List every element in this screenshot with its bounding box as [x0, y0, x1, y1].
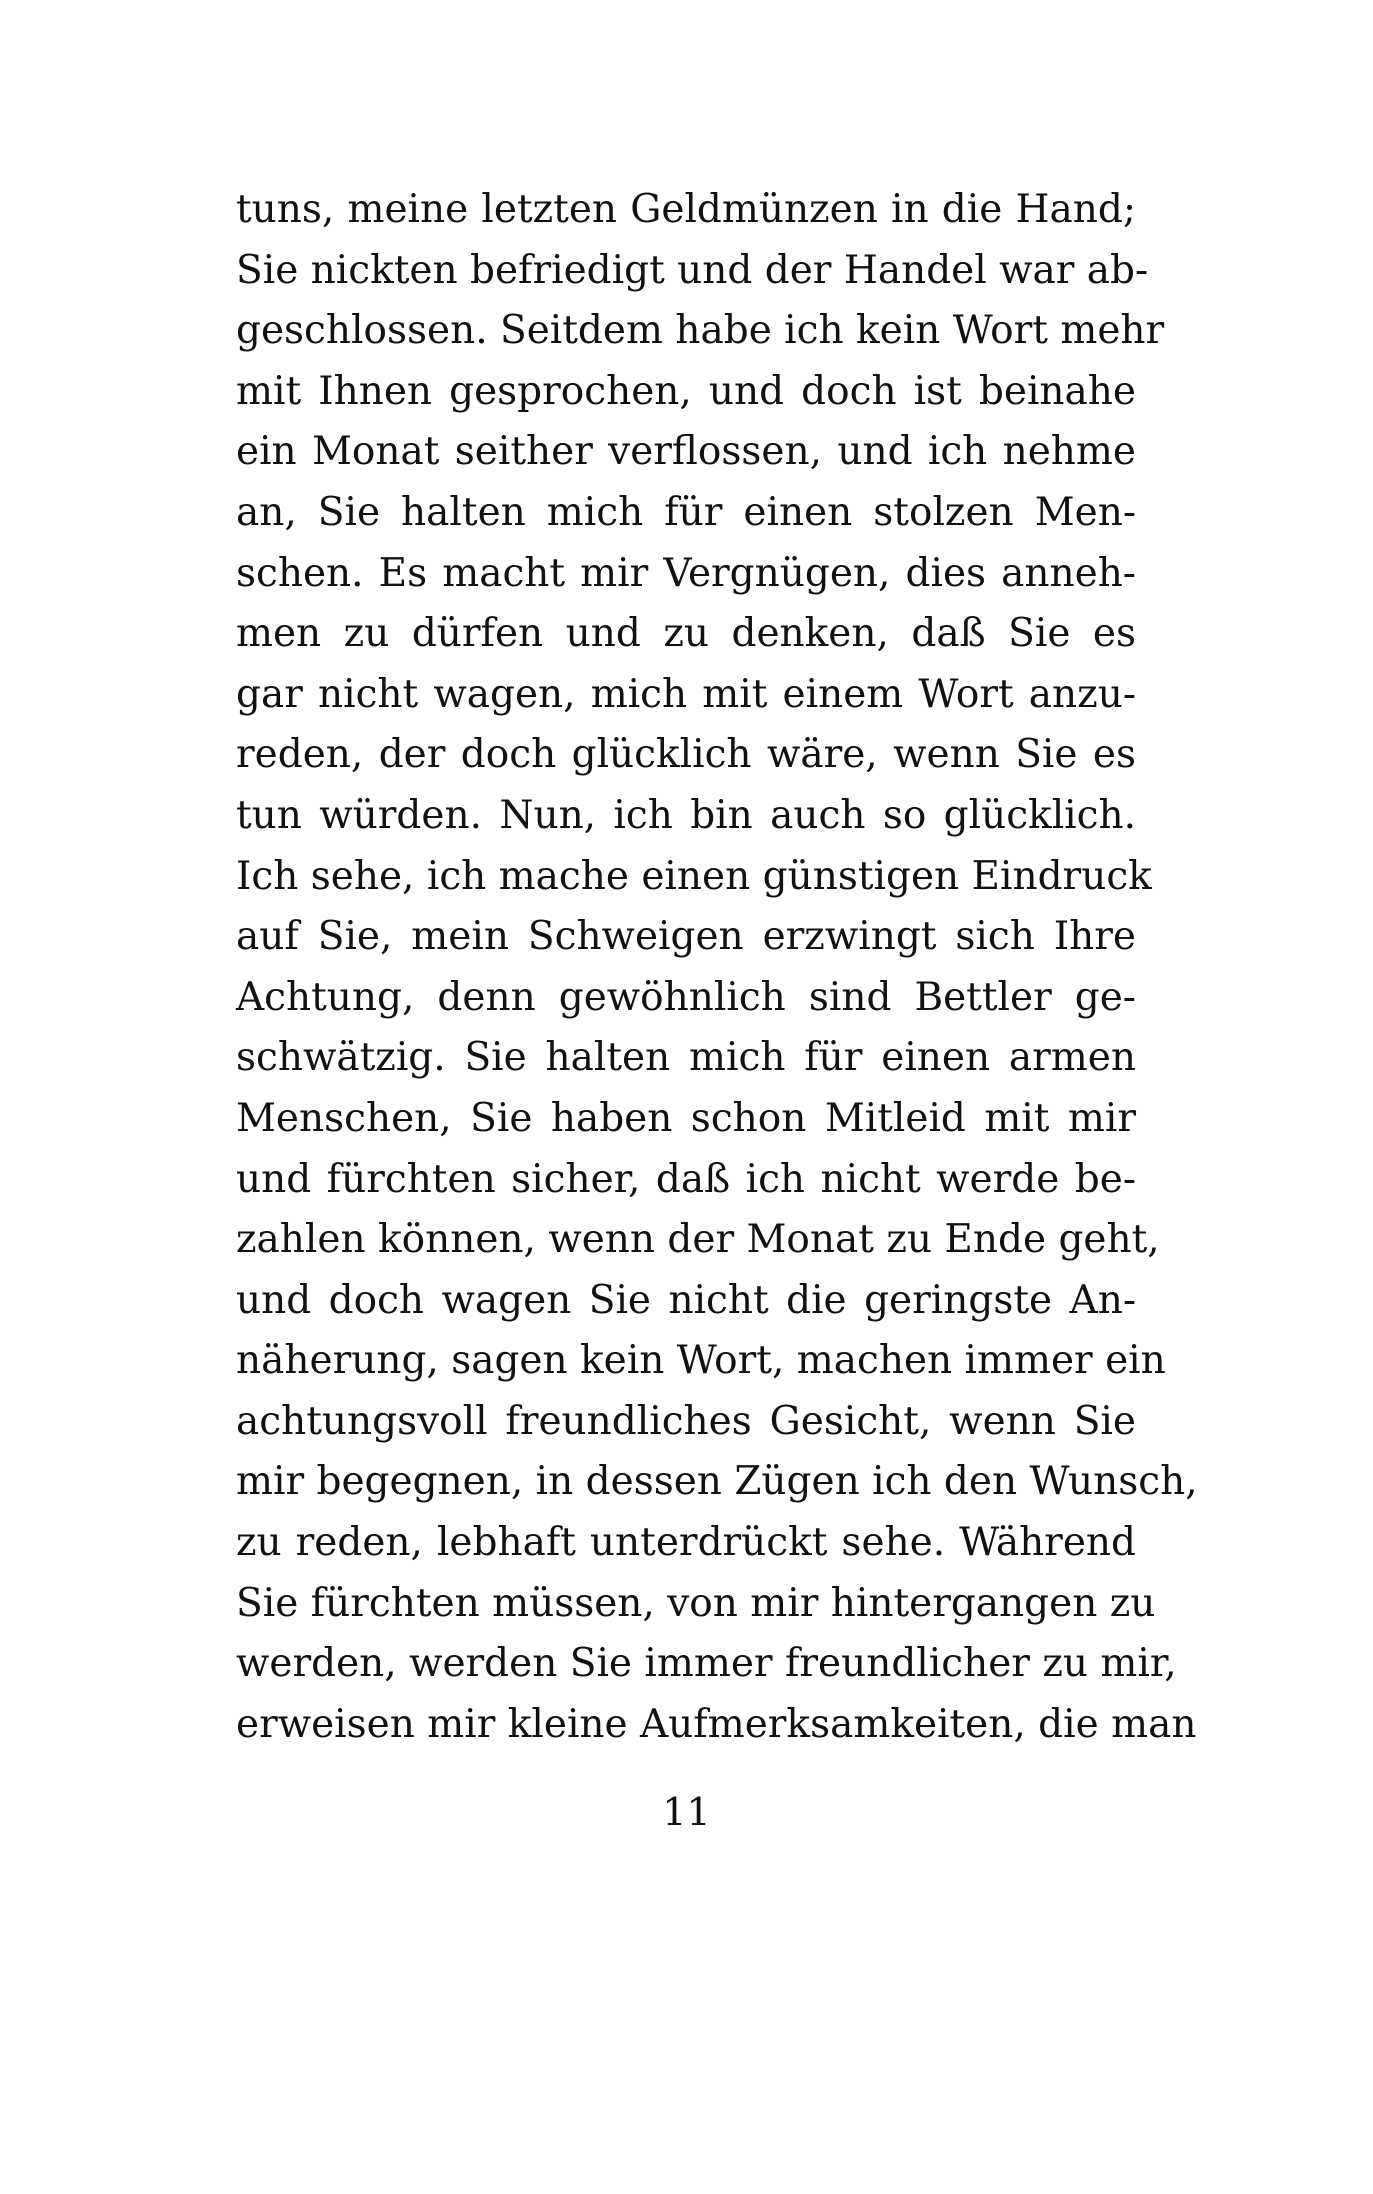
text-line: und fürchten sicher, daß ich nicht werde be-: [236, 1156, 1136, 1202]
text-line: Sie nickten befriedigt und der Handel war ab-: [236, 247, 1149, 293]
text-line: werden, werden Sie immer freundlicher zu mir,: [236, 1641, 1177, 1687]
text-line: reden, der doch glücklich wäre, wenn Sie es: [236, 732, 1136, 778]
text-line: erweisen mir kleine Aufmerksamkeiten, die man: [236, 1701, 1197, 1747]
text-line: näherung, sagen kein Wort, machen immer ein: [236, 1338, 1166, 1384]
text-line: an, Sie halten mich für einen stolzen Men-: [236, 489, 1136, 535]
text-line: zahlen können, wenn der Monat zu Ende geht,: [236, 1217, 1160, 1263]
text-line: geschlossen. Seitdem habe ich kein Wort mehr: [236, 308, 1165, 354]
text-line: Sie fürchten müssen, von mir hintergangen zu: [236, 1580, 1156, 1626]
text-line: Menschen, Sie haben schon Mitleid mit mir: [236, 1095, 1136, 1141]
text-line: gar nicht wagen, mich mit einem Wort anzu-: [236, 671, 1136, 717]
body-text: [236, 180, 1198, 1755]
text-line: mir begegnen, in dessen Zügen ich den Wunsch,: [236, 1459, 1198, 1505]
text-line: und doch wagen Sie nicht die geringste An-: [236, 1277, 1136, 1323]
text-line: schwätzig. Sie halten mich für einen armen: [236, 1035, 1136, 1081]
text-line: mit Ihnen gesprochen, und doch ist beinahe: [236, 368, 1136, 414]
text-line: zu reden, lebhaft unterdrückt sehe. Während: [236, 1520, 1136, 1566]
text-line: schen. Es macht mir Vergnügen, dies anneh-: [236, 550, 1136, 596]
page-number: 11: [662, 1790, 711, 1834]
text-line: tun würden. Nun, ich bin auch so glücklich.: [236, 792, 1136, 838]
text-line: achtungsvoll freundliches Gesicht, wenn Sie: [236, 1398, 1136, 1444]
text-line: Ich sehe, ich mache einen günstigen Eindruck: [236, 853, 1152, 899]
text-line: tuns, meine letzten Geldmünzen in die Hand;: [236, 187, 1136, 232]
text-line: auf Sie, mein Schweigen erzwingt sich Ihre: [236, 914, 1136, 960]
text-line: men zu dürfen und zu denken, daß Sie es: [236, 611, 1136, 657]
text-line: Achtung, denn gewöhnlich sind Bettler ge-: [236, 974, 1136, 1020]
text-line: ein Monat seither verflossen, und ich nehme: [236, 429, 1136, 475]
